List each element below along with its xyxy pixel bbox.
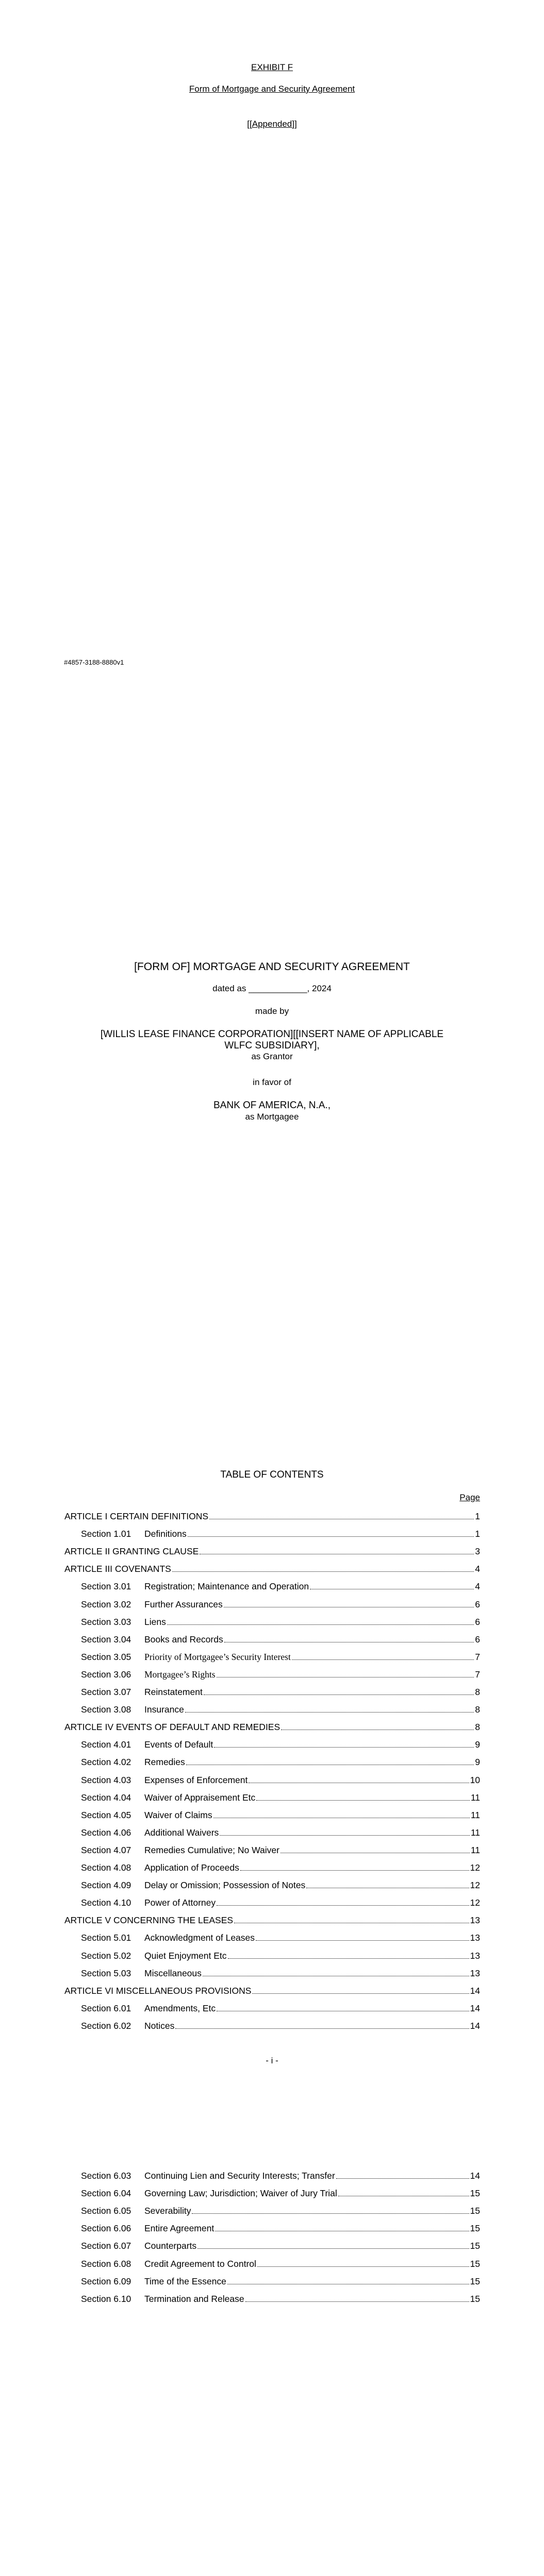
toc-entry-number: Section 3.01 [81,1581,131,1591]
toc-entry-label: Notices [144,2021,175,2031]
toc-entry-label: Quiet Enjoyment Etc [144,1951,227,1961]
toc-dot-leader [292,1659,474,1660]
toc-section-entry[interactable] [64,1826,480,1838]
toc-dot-leader [197,2248,469,2249]
toc-entry-number: Section 4.09 [81,1880,131,1890]
toc-section-entry[interactable] [64,2002,480,2014]
toc-entry-page: 11 [470,1792,480,1803]
toc-section-entry[interactable] [64,1967,480,1979]
toc-entry-number: Section 6.01 [81,2003,131,2013]
agreement-title: [FORM OF] MORTGAGE AND SECURITY AGREEMENT [134,961,410,973]
toc-section-entry[interactable] [64,2187,480,2199]
mortgagee-name: BANK OF AMERICA, N.A., [213,1100,331,1111]
made-by: made by [255,1006,289,1016]
toc-entry-page: 7 [475,1652,480,1662]
toc-article-entry[interactable] [64,1562,480,1574]
toc-entry-page: 6 [475,1617,480,1627]
toc-entry-page: 6 [475,1599,480,1609]
toc-section-entry[interactable] [64,1843,480,1856]
toc-entry-label: Acknowledgment of Leases [144,1933,255,1943]
toc-entry-label: ARTICLE I CERTAIN DEFINITIONS [64,1511,209,1521]
exhibit-label: EXHIBIT F [251,62,293,72]
toc-article-entry[interactable] [64,1984,480,1996]
toc-section-entry[interactable] [64,2257,480,2269]
toc-entry-number: Section 4.04 [81,1792,131,1803]
toc-entry-page: 12 [470,1897,480,1908]
toc-section-entry[interactable] [64,1755,480,1768]
toc-entry-number: Section 6.06 [81,2223,131,2233]
toc-section-entry[interactable] [64,2204,480,2216]
toc-section-entry[interactable] [64,2239,480,2251]
toc-entry-label: ARTICLE III COVENANTS [64,1564,171,1574]
toc-entry-page: 12 [470,1880,480,1890]
toc-entry-number: Section 4.01 [81,1739,131,1750]
toc-entry-number: Section 3.02 [81,1599,131,1609]
toc-entry-number: Section 6.04 [81,2188,131,2198]
toc-entry-number: Section 5.01 [81,1933,131,1943]
toc-section-entry[interactable] [64,1738,480,1750]
toc-entry-number: Section 6.05 [81,2206,131,2216]
toc-entry-page: 3 [475,1546,480,1556]
toc-entry-page: 15 [470,2206,480,2216]
toc-dot-leader [252,1993,469,1994]
toc-section-entry[interactable] [64,1685,480,1698]
toc-entry-label: Registration; Maintenance and Operation [144,1581,309,1591]
toc-dot-leader [245,2301,469,2302]
toc-entry-number: Section 4.08 [81,1862,131,1873]
toc-entry-number: Section 3.03 [81,1617,131,1627]
toc-entry-page: 10 [470,1775,480,1785]
toc-entry-number: Section 6.02 [81,2021,131,2031]
toc-section-entry[interactable] [64,1878,480,1891]
in-favor-of: in favor of [253,1077,291,1087]
toc-entry-label: Definitions [144,1529,187,1539]
toc-section-entry[interactable] [64,1598,480,1610]
toc-entry-number: Section 4.10 [81,1897,131,1908]
toc-entry-page: 4 [475,1564,480,1574]
toc-section-entry[interactable] [64,2169,480,2181]
toc-entry-label: Governing Law; Jurisdiction; Waiver of Jury Trial [144,2188,337,2198]
toc-section-entry[interactable] [64,2019,480,2031]
document-id: #4857-3188-8880v1 [64,658,124,666]
toc-entry-page: 1 [475,1511,480,1521]
toc-entry-label: Termination and Release [144,2294,244,2304]
toc-title: TABLE OF CONTENTS [220,1469,324,1480]
toc-entry-page: 11 [470,1827,480,1838]
toc-section-entry[interactable] [64,1861,480,1873]
toc-entry-page: 14 [470,2003,480,2013]
toc-section-entry[interactable] [64,1633,480,1645]
toc-entry-page: 13 [470,1951,480,1961]
toc-section-entry[interactable] [64,1703,480,1715]
toc-entry-number: Section 5.03 [81,1968,131,1978]
toc-dot-leader [228,1958,469,1959]
toc-entry-page: 7 [475,1669,480,1680]
toc-section-entry[interactable] [64,1668,480,1680]
toc-dot-leader [185,1712,474,1713]
toc-entry-label: Waiver of Appraisement Etc [144,1792,256,1803]
toc-dot-leader [220,1835,470,1836]
toc-entry-label: Additional Waivers [144,1827,219,1838]
toc-section-entry[interactable] [64,2222,480,2234]
toc-entry-number: Section 4.02 [81,1757,131,1767]
toc-entry-number: Section 1.01 [81,1529,131,1539]
toc-entry-number: Section 5.02 [81,1951,131,1961]
toc-dot-leader [172,1571,474,1572]
grantor-name [0,1029,544,1052]
appended-text: [Appended] [250,119,294,129]
toc-entry-page: 15 [470,2223,480,2233]
exhibit-subtitle: Form of Mortgage and Security Agreement [189,84,355,94]
toc-entry-label: Application of Proceeds [144,1862,239,1873]
toc-entry-label: ARTICLE IV EVENTS OF DEFAULT AND REMEDIES [64,1722,281,1732]
toc-entry-number: Section 6.07 [81,2241,131,2251]
toc-entry-label: Delay or Omission; Possession of Notes [144,1880,306,1890]
toc-entry-page: 11 [470,1810,480,1820]
toc-entry-number: Section 6.09 [81,2276,131,2286]
toc-section-entry[interactable] [64,1580,480,1592]
toc-entry-page: 14 [470,2171,480,2181]
toc-section-entry[interactable] [64,1931,480,1943]
toc-dot-leader [214,1747,474,1748]
toc-entry-label: Further Assurances [144,1599,223,1609]
toc-entry-number: Section 6.03 [81,2171,131,2181]
dated-line: dated as ____________, 2024 [212,984,332,993]
toc-article-entry[interactable] [64,1913,480,1926]
toc-entry-page: 13 [470,1915,480,1925]
toc-dot-leader [217,1905,469,1906]
grantor-line-1: [WILLIS LEASE FINANCE CORPORATION][[INSERT NAME OF APPLICABLE [100,1029,444,1040]
toc-entry-label: Counterparts [144,2241,197,2251]
as-mortgagee: as Mortgagee [245,1112,299,1122]
toc-entry-label: Insurance [144,1704,184,1715]
toc-entry-page: 8 [475,1704,480,1715]
toc-entry-number: Section 3.04 [81,1634,131,1645]
toc-entry-page: 15 [470,2276,480,2286]
toc-entry-page: 13 [470,1968,480,1978]
toc-entry-label: Mortgagee’s Rights [144,1669,216,1680]
toc-entry-page: 11 [470,1845,480,1855]
toc-entry-page: 14 [470,2021,480,2031]
toc-dot-leader [175,2028,469,2029]
toc-entry-label: Entire Agreement [144,2223,215,2233]
toc-dot-leader [240,1870,469,1871]
toc-section-entry[interactable] [64,1896,480,1908]
toc-entry-number: Section 4.05 [81,1810,131,1820]
toc-entry-page: 4 [475,1581,480,1591]
toc-entry-label: Priority of Mortgagee’s Security Interest [144,1652,291,1662]
toc-article-entry[interactable] [64,1720,480,1733]
toc-section-entry[interactable] [64,1808,480,1821]
toc-dot-leader [167,1624,474,1625]
toc-entry-page: 13 [470,1933,480,1943]
toc-entry-page: 9 [475,1739,480,1750]
toc-dot-leader [204,1694,474,1695]
toc-entry-page: 8 [475,1687,480,1697]
toc-entry-number: Section 3.05 [81,1652,131,1662]
toc-section-entry[interactable] [64,1791,480,1803]
toc-dot-leader [256,1800,470,1801]
toc-entry-label: Expenses of Enforcement [144,1775,248,1785]
toc-entry-page: 1 [475,1529,480,1539]
toc-dot-leader [256,1940,469,1941]
toc-entry-label: Remedies Cumulative; No Waiver [144,1845,279,1855]
toc-entry-number: Section 4.07 [81,1845,131,1855]
toc-section-entry[interactable] [64,1527,480,1539]
toc-entry-label: Liens [144,1617,166,1627]
toc-entry-label: ARTICLE VI MISCELLANEOUS PROVISIONS [64,1986,252,1996]
toc-section-entry[interactable] [64,1615,480,1628]
toc-entry-page: 6 [475,1634,480,1645]
toc-dot-leader [188,1536,474,1537]
toc-entry-label: Power of Attorney [144,1897,216,1908]
toc-section-entry[interactable] [64,1949,480,1961]
page-footer-i: - i - [266,2056,278,2065]
toc-section-entry[interactable] [64,2292,480,2304]
toc-entry-label: Continuing Lien and Security Interests; Transfer [144,2171,335,2181]
toc-entry-label: ARTICLE II GRANTING CLAUSE [64,1546,199,1556]
toc-entry-label: ARTICLE V CONCERNING THE LEASES [64,1915,234,1925]
toc-entry-number: Section 3.06 [81,1669,131,1680]
toc-entry-page: 15 [470,2241,480,2251]
toc-entry-label: Severability [144,2206,191,2216]
toc-entry-label: Miscellaneous [144,1968,202,1978]
toc-entry-label: Amendments, Etc [144,2003,216,2013]
toc-article-entry[interactable] [64,1510,480,1522]
toc-page-header: Page [459,1493,480,1502]
toc-entry-label: Waiver of Claims [144,1810,212,1820]
toc-entry-label: Reinstatement [144,1687,203,1697]
toc-section-entry[interactable] [64,1773,480,1786]
toc-section-entry[interactable] [64,1650,480,1663]
toc-entry-number: Section 6.08 [81,2259,131,2269]
toc-dot-leader [336,2178,469,2179]
toc-entry-number: Section 3.08 [81,1704,131,1715]
toc-entry-label: Books and Records [144,1634,223,1645]
toc-entry-page: 15 [470,2188,480,2198]
toc-entry-label: Events of Default [144,1739,213,1750]
toc-entry-page: 15 [470,2259,480,2269]
toc-entry-page: 9 [475,1757,480,1767]
as-grantor: as Grantor [251,1052,293,1061]
toc-entry-number: Section 4.06 [81,1827,131,1838]
toc-entry-page: 14 [470,1986,480,1996]
appended-note: [[Appended]] [247,119,297,129]
toc-dot-leader [192,2213,469,2214]
toc-entry-page: 8 [475,1722,480,1732]
toc-entry-label: Remedies [144,1757,185,1767]
toc-entry-number: Section 3.07 [81,1687,131,1697]
toc-entry-label: Time of the Essence [144,2276,226,2286]
toc-section-entry[interactable] [64,2275,480,2287]
grantor-line-2: WLFC SUBSIDIARY], [224,1040,320,1051]
toc-dot-leader [257,2266,469,2267]
toc-entry-label: Credit Agreement to Control [144,2259,256,2269]
toc-entry-page: 15 [470,2294,480,2304]
toc-article-entry[interactable] [64,1545,480,1557]
toc-entry-number: Section 6.10 [81,2294,131,2304]
toc-entry-number: Section 4.03 [81,1775,131,1785]
toc-entry-page: 12 [470,1862,480,1873]
